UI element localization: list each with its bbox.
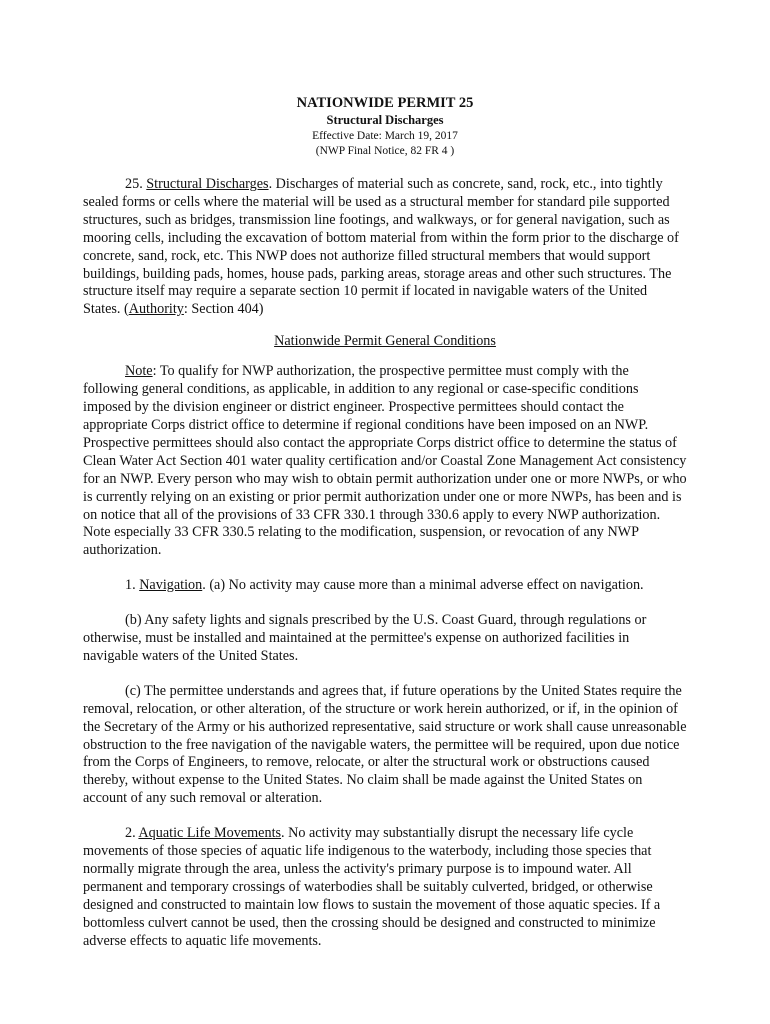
note-label: Note xyxy=(125,363,153,380)
nwp-term: Structural Discharges xyxy=(146,176,269,192)
authority-label: Authority xyxy=(128,301,184,318)
note-text: : To qualify for NWP authorization, the prospective permittee must comply with the following general conditions, as applicable, in addition to any regional or case-specific conditions imposed by the division engineer or district engineer. Prospective permittees should contact the appropriate Corps district office to determine if regional conditions have been imposed on an NWP. Prospective permittees should also contact the appropriate Corps district office to determine the status of Clean Water Act Section 401 water quality certification and/or Coastal Zone Management Act consistency for an NWP. Every person who may wish to obtain permit authorization under one or more NWPs, or who is currently relying on an existing or prior permit authorization under one or more NWPs, has been and is on notice that all of the provisions of 33 CFR 330.1 through 330.6 apply to every NWP authorization. Note especially 33 CFR 330.5 relating to the modification, suspension, or revocation of any NWP authorization. xyxy=(83,363,687,559)
document-title: NATIONWIDE PERMIT 25 xyxy=(296,95,474,111)
authority-text: : Section 404) xyxy=(183,301,264,318)
general-conditions-note xyxy=(83,363,687,560)
condition-1-b xyxy=(83,612,687,666)
condition-1-c xyxy=(83,683,687,808)
nwp-number: 25. xyxy=(125,176,147,192)
condition-2 xyxy=(83,825,687,950)
final-notice-reference: (NWP Final Notice, 82 FR 4 ) xyxy=(315,145,455,157)
nwp-text: . Discharges of material such as concrete, sand, rock, etc., into tightly sealed forms or cells where the material will be used as a structural member for standard pile supported structures, such as bridges, transmission line footings, and walkways, or for general navigation, such as mooring cells, including the excavation of bottom material from within the form prior to the discharge of concrete, sand, rock, etc. This NWP does not authorize filled structural members that would support buildings, building pads, homes, house pads, parking areas, storage areas and other such structures. The structure itself may require a separate section 10 permit if located in navigable waters of the United States. ( xyxy=(83,176,679,318)
condition-1-text-c: (c) The permittee understands and agrees that, if future operations by the United States require the removal, relocation, or other alteration, of the structure or work herein authorized, or if, in the opinion of the Secretary of the Army or his authorized representative, said structure or work shall cause unreasonable obstruction to the free navigation of the navigable waters, the permittee will be required, upon due notice from the Corps of Engineers, to remove, relocate, or alter the structural work or obstructions caused thereby, without expense to the United States. No claim shall be made against the United States on account of any such removal or alteration. xyxy=(83,682,687,807)
condition-1-a xyxy=(83,577,687,595)
document-header xyxy=(83,94,687,159)
condition-1-term: Navigation xyxy=(139,577,203,594)
document-page xyxy=(83,94,687,951)
nwp-25-paragraph xyxy=(83,176,687,319)
condition-1-text-a: . (a) No activity may cause more than a minimal adverse effect on navigation. xyxy=(202,577,644,594)
condition-1-text-b: (b) Any safety lights and signals prescribed by the U.S. Coast Guard, through regulations or otherwise, must be installed and maintained at the permittee's expense on authorized facilities in navigable waters of the United States. xyxy=(83,612,647,664)
condition-2-text: . No activity may substantially disrupt the necessary life cycle movements of those species of aquatic life indigenous to the waterbody, including those species that normally migrate through the area, unless the activity's primary purpose is to impound water. All permanent and temporary crossings of waterbodies shall be suitably culverted, bridged, or otherwise designed and constructed to maintain low flows to sustain the movement of those aquatic species. If a bottomless culvert cannot be used, then the crossing should be designed and constructed to minimize adverse effects to aquatic life movements. xyxy=(83,825,661,949)
condition-2-number: 2. xyxy=(125,825,139,842)
condition-1-number: 1. xyxy=(125,577,140,594)
effective-date: Effective Date: March 19, 2017 xyxy=(312,130,458,142)
condition-2-term: Aquatic Life Movements xyxy=(138,825,282,842)
general-conditions-heading: Nationwide Permit General Conditions xyxy=(274,333,496,350)
document-subtitle: Structural Discharges xyxy=(326,113,444,127)
